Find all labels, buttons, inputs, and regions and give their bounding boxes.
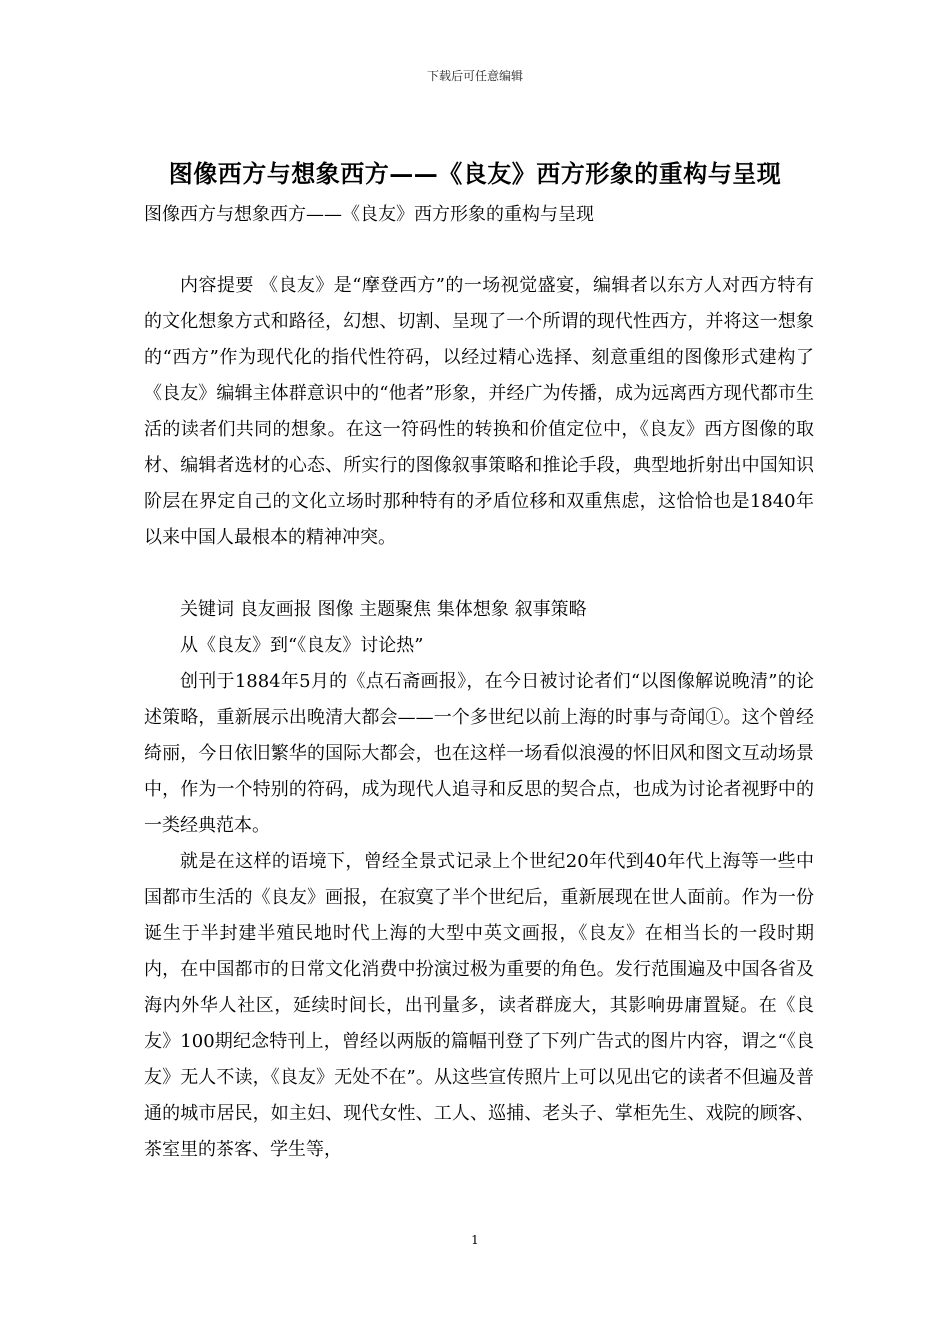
keywords-line: 关键词 良友画报 图像 主题聚焦 集体想象 叙事策略: [180, 599, 587, 620]
abstract-paragraph: 内容提要 《良友》是“摩登西方”的一场视觉盛宴，编辑者以东方人对西方特有的文化想象方式和路径，幻想、切割、呈现了一个所谓的现代性西方，并将这一想象的“西方”作为现代化的指代性符码，以经过精心选择、刻意重组的图像形式建构了《良友》编辑主体群意识中的“他者”形象，并经广为传播，成为远离西方现代都市生活的读者们共同的想象。在这一符码性的转换和价值定位中，《良友》西方图像的取材、编辑者选材的心态、所实行的图像叙事策略和推论手段，典型地折射出中国知识阶层在界定自己的文化立场时那种特有的矛盾位移和双重焦虑，这恰恰也是1840年以来中国人最根本的精神冲突。: [144, 275, 814, 548]
page-number: 1: [471, 1233, 479, 1247]
document-subtitle: 图像西方与想象西方——《良友》西方形象的重构与呈现: [144, 204, 594, 225]
spacer: [144, 556, 814, 592]
body-paragraph-2: 就是在这样的语境下，曾经全景式记录上个世纪20年代到40年代上海等一些中国都市生活的《良友》画报，在寂寞了半个世纪后，重新展现在世人面前。作为一份诞生于半封建半殖民地时代上海的大型中英文画报，《良友》在相当长的一段时期内，在中国都市的日常文化消费中扮演过极为重要的角色。发行范围遍及中国各省及海内外华人社区，延续时间长，出刊量多，读者群庞大，其影响毋庸置疑。在《良友》100期纪念特刊上，曾经以两版的篇幅刊登了下列广告式的图片内容，谓之“《良友》无人不读，《良友》无处不在”。从这些宣传照片上可以见出它的读者不但遍及普通的城市居民，如主妇、现代女性、工人、巡捕、老头子、掌柜先生、戏院的顾客、茶室里的茶客、学生等，: [144, 851, 814, 1160]
page-header: 下载后可任意编辑: [426, 69, 523, 83]
document-title: 图像西方与想象西方——《良友》西方形象的重构与呈现: [168, 159, 782, 188]
body-paragraph-1: 创刊于1884年5月的《点石斋画报》，在今日被讨论者们“以图像解说晚清”的论述策略，重新展示出晚清大都会——一个多世纪以前上海的时事与奇闻①。这个曾经绮丽，今日依旧繁华的国际大都会，也在这样一场看似浪漫的怀旧风和图文互动场景中，作为一个特别的符码，成为现代人追寻和反思的契合点，也成为讨论者视野中的一类经典范本。: [144, 671, 814, 836]
document-body: [144, 268, 814, 1168]
section-heading: 从《良友》到“《良友》讨论热”: [180, 635, 424, 656]
